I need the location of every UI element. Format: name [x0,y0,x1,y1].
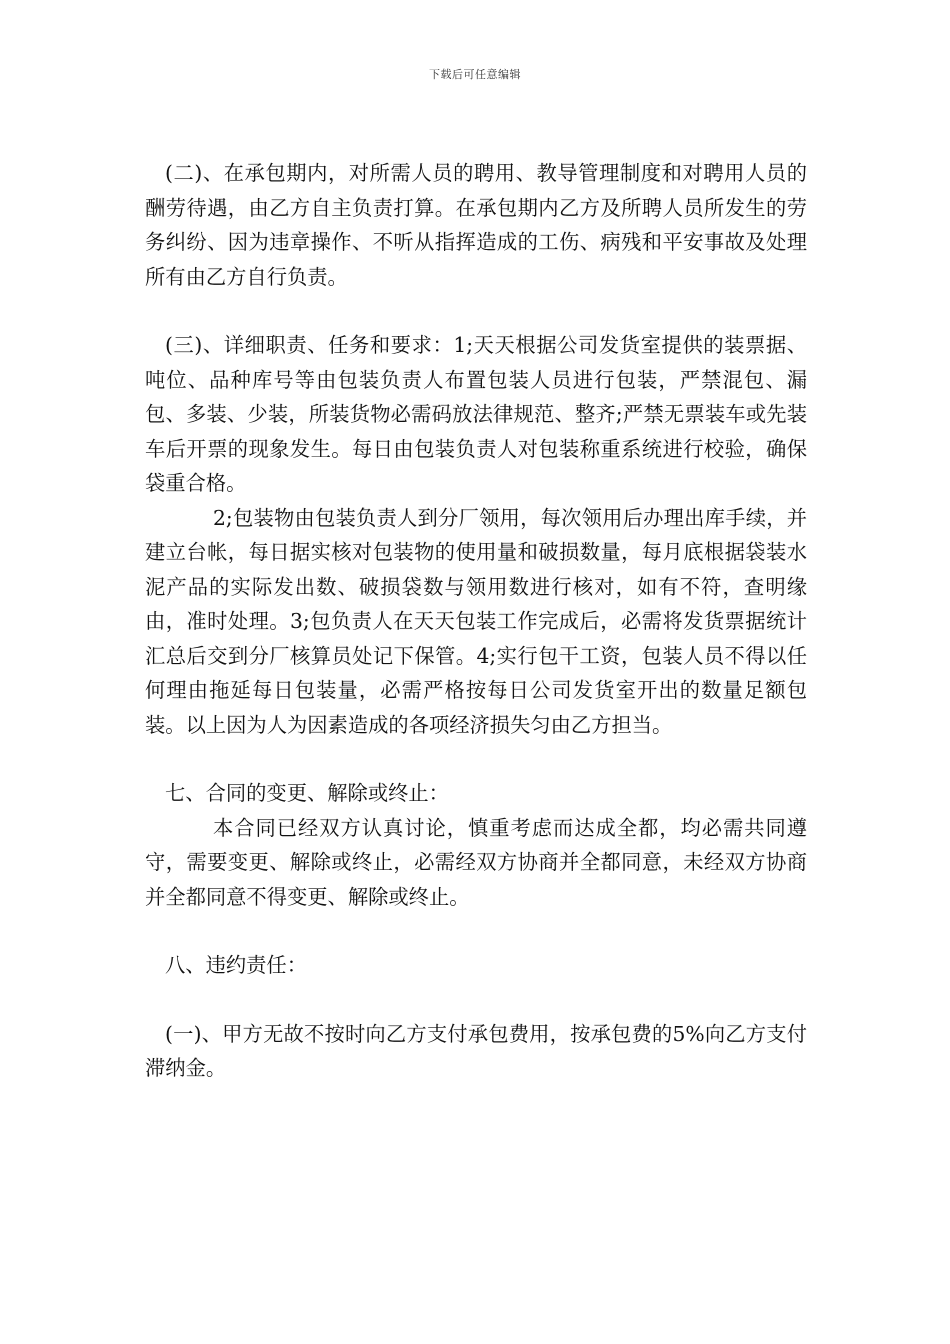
paragraph-late-payment: (一)、甲方无故不按时向乙方支付承包费用，按承包费的5%向乙方支付滞纳金。 [145,1021,807,1080]
paragraph-contract-change: 本合同已经双方认真讨论，慎重考虑而达成全都，均必需共同遵守，需要变更、解除或终止，必需经双方协商并全都同意，未经双方协商并全都同意不得变更、解除或终止。 [145,815,807,909]
paragraph-staff-management: (二)、在承包期内，对所需人员的聘用、教导管理制度和对聘用人员的酬劳待遇，由乙方自主负责打算。在承包期内乙方及所聘人员所发生的劳务纠纷、因为违章操作、不听从指挥造成的工伤、病残和平安事故及处理所有由乙方自行负责。 [145,161,807,289]
page-header: 下载后可任意编辑 [429,68,521,81]
section-heading-contract-change: 七、合同的变更、解除或终止： [165,781,449,805]
section-heading-liability: 八、违约责任： [165,953,307,977]
paragraph-packaging-materials: 2;包装物由包装负责人到分厂领用，每次领用后办理出库手续，并建立台帐，每日据实核对包装物的使用量和破损数量，每月底根据袋装水泥产品的实际发出数、破损袋数与领用数进行核对，如有不符，查明缘由，准时处理。3;包负责人在天天包装工作完成后，必需将发货票据统计汇总后交到分厂核算员处记下保管。4;实行包干工资，包装人员不得以任何理由拖延每日包装量，必需严格按每日公司发货室开出的数量足额包装。以上因为人为因素造成的各项经济损失匀由乙方担当。 [145,505,807,737]
document-body [145,156,807,1086]
paragraph-duties-requirements: (三)、详细职责、任务和要求：1;天天根据公司发货室提供的装票据、吨位、品种库号等由包装负责人布置包装人员进行包装，严禁混包、漏包、多装、少装，所装货物必需码放法律规范、整齐;严禁无票装车或先装车后开票的现象发生。每日由包装负责人对包装称重系统进行校验，确保袋重合格。 [145,333,807,495]
paragraph-gap [145,742,807,776]
paragraph-gap [145,983,807,1017]
paragraph-gap [145,294,807,328]
paragraph-gap [145,914,807,948]
